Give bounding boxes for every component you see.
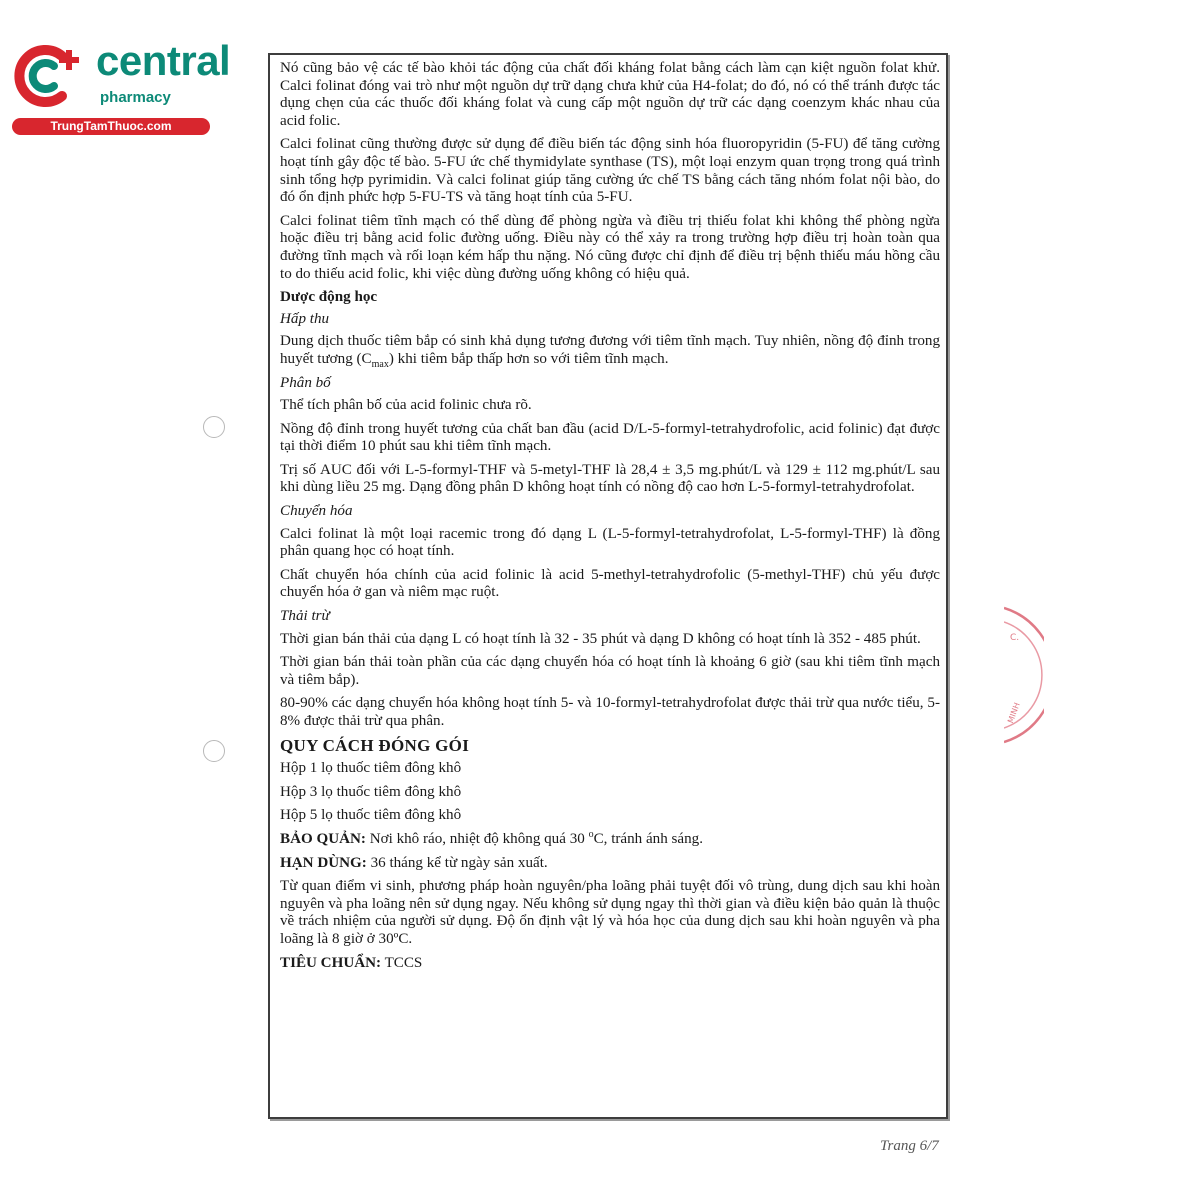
- binder-hole-bottom: [203, 740, 225, 762]
- document-content-frame: [268, 53, 948, 1119]
- paragraph-5fu-modulation: Calci folinat cũng thường được sử dụng để điều biến tác động sinh hóa fluoropyridin (5-FU) để tăng cường hoạt tính gây độc tế bào. 5-FU ức chế thymidylate synthase (TS), một loại enzym quan trọng trong quá trình sinh tổng hợp pyrimidin. Và calci folinat giúp tăng cường ức chế TS bằng cách tăng nhóm folat nội bào, do đó ổn định phức hợp 5-FU-TS và tăng hoạt tính của 5-FU.: [280, 136, 940, 206]
- logo-subtitle: pharmacy: [100, 89, 171, 106]
- packaging-item: Hộp 1 lọ thuốc tiêm đông khô: [280, 760, 462, 777]
- subheading-distribution: Phân bố: [280, 374, 331, 391]
- paragraph-racemic: Calci folinat là một loại racemic trong đó dạng L (L-5-formyl-tetrahydrofolat, L-5-formyl-THF) là đồng phân quang học có hoạt tính.: [280, 525, 940, 560]
- svg-text:C.: C.: [1010, 633, 1020, 643]
- paragraph-distribution-volume: Thể tích phân bố của acid folinic chưa rõ.: [280, 397, 532, 414]
- binder-hole-top: [203, 416, 225, 438]
- storage-info: BẢO QUẢN: Nơi khô ráo, nhiệt độ không quá 30 $^o$C, tránh ánh sáng.: [280, 828, 703, 847]
- paragraph-microbiology: Từ quan điểm vi sinh, phương pháp hoàn nguyên/pha loãng phải tuyệt đối vô trùng, dung dịch sau khi hoàn nguyên và pha loãng nên sử dụng ngay. Nếu không sử dụng ngay thì thời gian và điều kiện bảo quản là thuộc về trách nhiệm của người sử dụng. Độ ổn định vật lý và hóa học của dung dịch sau khi hoàn nguyên và pha loãng là 8 giờ ở 30ºC.: [280, 878, 940, 947]
- packaging-item: Hộp 3 lọ thuốc tiêm đông khô: [280, 783, 462, 800]
- paragraph-main-metabolite: Chất chuyển hóa chính của acid folinic là acid 5-methyl-tetrahydrofolic (5-methyl-THF) chủ yếu được chuyển hóa ở gan và niêm mạc ruột.: [280, 566, 940, 601]
- standard-info: TIÊU CHUẨN: TCCS: [280, 954, 423, 971]
- paragraph-absorption: Dung dịch thuốc tiêm bắp có sinh khả dụng tương đương với tiêm tĩnh mạch. Tuy nhiên, nồng độ đỉnh trong huyết tương $(C_{max})$ khi tiêm bắp thấp hơn so với tiêm tĩnh mạch.: [280, 333, 940, 370]
- logo-brand-name: central: [96, 37, 231, 84]
- pharmacy-cross-logo-icon: [10, 40, 90, 110]
- paragraph-protective-effect: Nó cũng bảo vệ các tế bào khỏi tác động của chất đối kháng folat bằng cách làm cạn kiệt nguồn folat khử. Calci folinat đóng vai trò như một nguồn dự trữ dạng chưa khử của H4-folat; do đó, nó có thể tránh được tác dụng chẹn của các thuốc đối kháng folat và cung cấp một nguồn dự trữ các dạng coenzym khác nhau của acid folic.: [280, 60, 940, 129]
- heading-packaging: QUY CÁCH ĐÓNG GÓI: [280, 735, 470, 755]
- logo-site-url: TrungTamThuoc.com: [12, 118, 210, 135]
- official-stamp: [1004, 600, 1044, 750]
- expiry-info: HẠN DÙNG: 36 tháng kể từ ngày sản xuất.: [280, 854, 548, 871]
- packaging-item: Hộp 5 lọ thuốc tiêm đông khô: [280, 807, 462, 824]
- paragraph-iv-indication: Calci folinat tiêm tĩnh mạch có thể dùng để phòng ngừa và điều trị thiếu folat khi không thể phòng ngừa hoặc điều trị bằng acid folic đường uống. Điều này có thể xảy ra trong trường hợp điều trị hoàn toàn qua đường tĩnh mạch và rối loạn kém hấp thu nặng. Nó cũng được chỉ định để điều trị bệnh thiếu máu hồng cầu to do thiếu acid folic, khi việc dùng đường uống không có hiệu quả.: [280, 212, 940, 282]
- paragraph-half-life: Thời gian bán thải của dạng L có hoạt tính là 32 - 35 phút và dạng D không có hoạt tính là 352 - 485 phút.: [280, 630, 921, 647]
- page-number: Trang 6/7: [880, 1138, 939, 1154]
- central-pharmacy-logo: [10, 37, 231, 138]
- subheading-elimination: Thải trừ: [280, 608, 330, 625]
- paragraph-peak-concentration: Nồng độ đỉnh trong huyết tương của chất ban đầu (acid D/L-5-formyl-tetrahydrofolic, acid folinic) đạt được tại thời điểm 10 phút sau khi tiêm tĩnh mạch.: [280, 420, 940, 455]
- paragraph-total-half-life: Thời gian bán thải toàn phần của các dạng chuyển hóa có hoạt tính là khoảng 6 giờ (sau khi tiêm tĩnh mạch và tiêm bắp).: [280, 654, 940, 688]
- svg-text:MINH: MINH: [1006, 701, 1022, 725]
- subheading-absorption: Hấp thu: [280, 310, 330, 327]
- heading-pharmacokinetics: Dược động học: [280, 289, 378, 306]
- subheading-metabolism: Chuyển hóa: [280, 503, 353, 520]
- paragraph-excretion: 80-90% các dạng chuyển hóa không hoạt tính 5- và 10-formyl-tetrahydrofolat được thải trừ qua nước tiểu, 5-8% được thải trừ qua phân.: [280, 695, 940, 729]
- paragraph-auc-values: Trị số AUC đối với L-5-formyl-THF và 5-metyl-THF là 28,4 ± 3,5 mg.phút/L và 129 ± 112 mg.phút/L sau khi dùng liều 25 mg. Dạng đồng phân D không hoạt tính có nồng độ cao hơn L-5-formyl-tetrahydrofolat.: [280, 461, 940, 496]
